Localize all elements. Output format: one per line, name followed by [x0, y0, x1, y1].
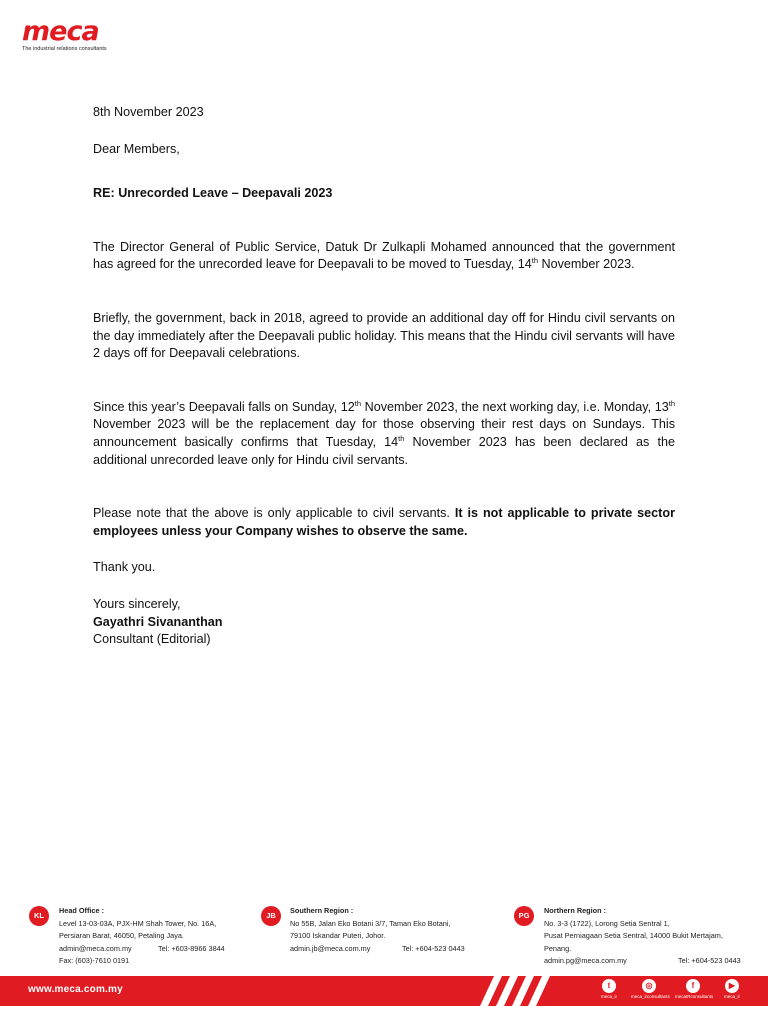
letter-date: 8th November 2023 [93, 105, 204, 119]
letter-body [93, 104, 675, 649]
office-jb-tel: Tel: +604-523 0443 [402, 943, 465, 953]
ordinal-suffix: th [398, 433, 405, 443]
letter-thanks: Thank you. [93, 560, 156, 575]
office-jb [290, 905, 490, 955]
office-pg-title: Northern Region : [544, 906, 607, 915]
office-jb-title: Southern Region : [290, 906, 354, 915]
paragraph-4-bold-notice: It is not applicable to private sector employees unless your Company wishes to observe the same. [93, 506, 675, 538]
instagram-link[interactable] [631, 979, 670, 1001]
office-kl-title: Head Office : [59, 906, 105, 915]
office-kl [59, 905, 249, 968]
office-kl-line1: Level 13-03-03A, PJX-HM Shah Tower, No. 16A, [59, 918, 217, 928]
logo-tagline: The industrial relations consultants [22, 46, 107, 52]
paragraph-3 [93, 399, 675, 469]
paragraph-1-text-b: November 2023. [538, 257, 635, 272]
paragraph-3-text-d: November 2023 has been declared as the additional unrecorded leave only for Hindu civil servants. [93, 434, 675, 467]
facebook-icon: f [686, 979, 700, 993]
ordinal-suffix: th [668, 398, 675, 408]
paragraph-3-text-b: November 2023, the next working day, i.e. Monday, 13 [361, 399, 669, 414]
letter-closing: Yours sincerely, [93, 596, 181, 611]
office-pg-line3: Penang. [544, 943, 572, 953]
office-pg-line1: No. 3-3 (1722), Lorong Setia Sentral 1, [544, 918, 670, 928]
office-pg-line2: Pusat Perniagaan Setia Sentral, 14000 Bukit Mertajam, [544, 931, 723, 941]
ordinal-suffix: th [354, 398, 362, 408]
logo-wordmark: meca [22, 16, 99, 47]
office-pg [544, 905, 754, 968]
paragraph-4 [93, 505, 675, 540]
office-kl-email[interactable]: admin@meca.com.my [59, 943, 132, 953]
youtube-handle: meca_ir [723, 994, 740, 999]
footer-bar [0, 976, 768, 1006]
office-jb-email[interactable]: admin.jb@meca.com.my [290, 943, 371, 953]
letter-subject: RE: Unrecorded Leave – Deepavali 2023 [93, 186, 333, 201]
letter-salutation: Dear Members, [93, 141, 180, 156]
paragraph-2: Briefly, the government, back in 2018, agreed to provide an additional day off for Hindu civil servants on the day immediately after the Deepavali public holiday. This means that the Hindu civil servants will have 2 days off for Deepavali celebrations. [93, 310, 675, 361]
pg-badge: PG [514, 906, 534, 926]
ordinal-suffix: th [531, 256, 538, 266]
jb-badge: JB [261, 906, 281, 926]
twitter-handle: meca_ir [600, 994, 617, 999]
office-addresses [0, 905, 768, 971]
twitter-link[interactable] [591, 979, 627, 1001]
decorative-stripes [480, 976, 560, 1006]
paragraph-1-text-a: The Director General of Public Service, Datuk Dr Zulkapli Mohamed announced that the government has agreed for the unrecorded leave for Deepavali to be moved to Tuesday, 14 [93, 239, 675, 272]
youtube-link[interactable] [714, 979, 750, 1001]
paragraph-3-text-a: Since this year’s Deepavali falls on Sunday, 12 [93, 399, 355, 414]
website-link[interactable]: www.meca.com.my [28, 984, 123, 995]
office-pg-email[interactable]: admin.pg@meca.com.my [544, 956, 627, 966]
office-pg-tel: Tel: +604-523 0443 [678, 956, 741, 966]
office-jb-line1: No 55B, Jalan Eko Botani 3/7, Taman Eko Botani, [290, 918, 451, 928]
paragraph-4-text: Please note that the above is only applicable to civil servants. [93, 506, 455, 521]
twitter-icon: t [602, 979, 616, 993]
instagram-icon: ◎ [642, 979, 656, 993]
company-logo [22, 18, 112, 58]
signer-title: Consultant (Editorial) [93, 632, 211, 647]
facebook-link[interactable] [675, 979, 714, 1001]
signer-name: Gayathri Sivananthan [93, 614, 223, 629]
office-kl-line2: Persiaran Barat, 46050, Petaling Jaya. [59, 931, 184, 941]
office-jb-line2: 79100 Iskandar Puteri, Johor. [290, 931, 386, 941]
office-kl-tel: Tel: +603-8966 3844 [158, 943, 225, 953]
instagram-handle: meca_irconsultants [631, 994, 670, 999]
youtube-icon: ▶ [725, 979, 739, 993]
paragraph-3-text-c: November 2023 will be the replacement day for those observing their rest days on Sundays. This announcement basically confirms that Tuesday, 14 [93, 417, 675, 449]
facebook-handle: mecaIRconsultants [675, 994, 714, 999]
office-kl-fax: Fax: (603)-7610 0191 [59, 956, 130, 966]
kl-badge: KL [29, 906, 49, 926]
paragraph-1 [93, 239, 675, 274]
